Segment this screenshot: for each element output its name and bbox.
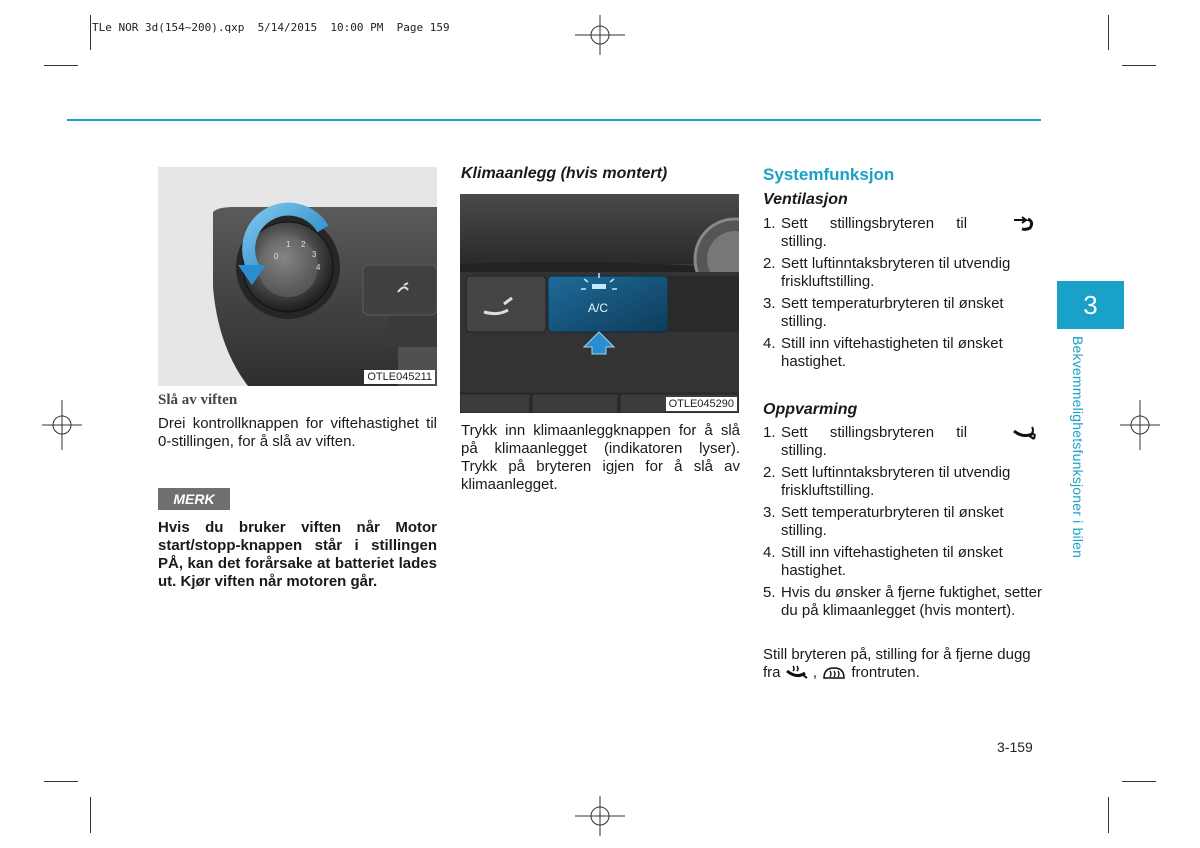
defrost-paragraph <box>763 646 1042 682</box>
knob-label-4: 4 <box>316 263 321 272</box>
step-text: Hvis du ønsker å fjerne fuktighet, setter du på klimaanlegget (hvis montert). <box>781 584 1042 619</box>
section-heading-fan-off: Slå av viften <box>158 392 238 408</box>
chapter-title-vertical: Bekvemmelighetsfunksjoner i bilen <box>1070 336 1086 559</box>
step-number: 1. <box>763 215 776 232</box>
fan-knob-figure <box>158 167 437 386</box>
ventilation-heading: Ventilasjon <box>763 191 848 208</box>
ventilation-steps <box>763 215 1042 375</box>
list-item <box>763 335 1042 371</box>
system-function-title: Systemfunksjon <box>763 165 895 184</box>
step-number: 4. <box>763 544 776 561</box>
knob-label-2: 2 <box>301 240 306 249</box>
knob-label-3: 3 <box>312 250 317 259</box>
step-number: 3. <box>763 504 776 521</box>
step-text: stilling. <box>781 233 827 250</box>
defrost-separator: , <box>812 664 818 681</box>
registration-mark-right <box>1120 400 1160 450</box>
list-item <box>763 584 1042 620</box>
step-number: 5. <box>763 584 776 601</box>
step-text: Sett stillingsbryteren til <box>781 424 968 441</box>
step-number: 3. <box>763 295 776 312</box>
list-item <box>763 544 1042 580</box>
step-text: Sett temperaturbryteren til ønsket stilling. <box>781 504 1004 539</box>
knob-label-0: 0 <box>274 252 279 261</box>
step-text: Still inn viftehastigheten til ønsket hastighet. <box>781 544 1003 579</box>
windshield-defrost-icon <box>821 665 847 681</box>
figure-code-middle: OTLE045290 <box>666 397 737 411</box>
list-item <box>763 424 1042 460</box>
list-item <box>763 464 1042 500</box>
step-text: Sett stillingsbryteren til <box>781 215 968 232</box>
step-number: 1. <box>763 424 776 441</box>
step-text: Sett luftinntaksbryteren til utvendig friskluftstilling. <box>781 255 1011 290</box>
header-rule <box>67 119 1041 121</box>
note-label: MERK <box>158 488 230 510</box>
list-item <box>763 504 1042 540</box>
list-item <box>763 295 1042 331</box>
step-number: 2. <box>763 464 776 481</box>
heating-steps <box>763 424 1042 624</box>
section-heading-ac: Klimaanlegg (hvis montert) <box>461 165 668 182</box>
floor-vent-icon <box>1012 425 1038 441</box>
list-item <box>763 215 1042 251</box>
page-number: 3-159 <box>997 739 1033 755</box>
ac-button-label: A/C <box>588 301 609 315</box>
face-vent-icon <box>1012 216 1038 232</box>
ac-button-figure <box>460 194 739 413</box>
figure-code-left: OTLE045211 <box>364 370 435 384</box>
print-header: TLe NOR 3d(154~200).qxp 5/14/2015 10:00 PM Page 159 <box>92 21 450 34</box>
step-number: 4. <box>763 335 776 352</box>
list-item <box>763 255 1042 291</box>
step-text: stilling. <box>781 442 827 459</box>
step-text: Still inn viftehastigheten til ønsket hastighet. <box>781 335 1003 370</box>
floor-defrost-icon <box>785 665 809 681</box>
heating-heading: Oppvarming <box>763 401 858 418</box>
registration-mark-bottom <box>575 796 625 836</box>
chapter-tab: 3 <box>1057 281 1124 329</box>
defrost-text: frontruten. <box>851 664 920 681</box>
step-text: Sett luftinntaksbryteren til utvendig friskluftstilling. <box>781 464 1011 499</box>
registration-mark-left <box>42 400 82 450</box>
note-text: Hvis du bruker viften når Motor start/stopp-knappen står i stillingen PÅ, kan det forårsake at batteriet lades ut. Kjør viften når motoren går. <box>158 519 437 590</box>
step-number: 2. <box>763 255 776 272</box>
knob-label-1: 1 <box>286 240 291 249</box>
defrost-text: Still bryteren på, stilling for å fjerne dugg fra <box>763 646 1031 681</box>
step-text: Sett temperaturbryteren til ønsket stilling. <box>781 295 1004 330</box>
ac-body: Trykk inn klimaanleggknappen for å slå på klimaanlegget (indikatoren lyser). Trykk på bryteren igjen for å slå av klimaanlegget. <box>461 422 740 493</box>
fan-off-body: Drei kontrollknappen for viftehastighet til 0-stillingen, for å slå av viften. <box>158 415 437 450</box>
registration-mark-top <box>575 15 625 55</box>
